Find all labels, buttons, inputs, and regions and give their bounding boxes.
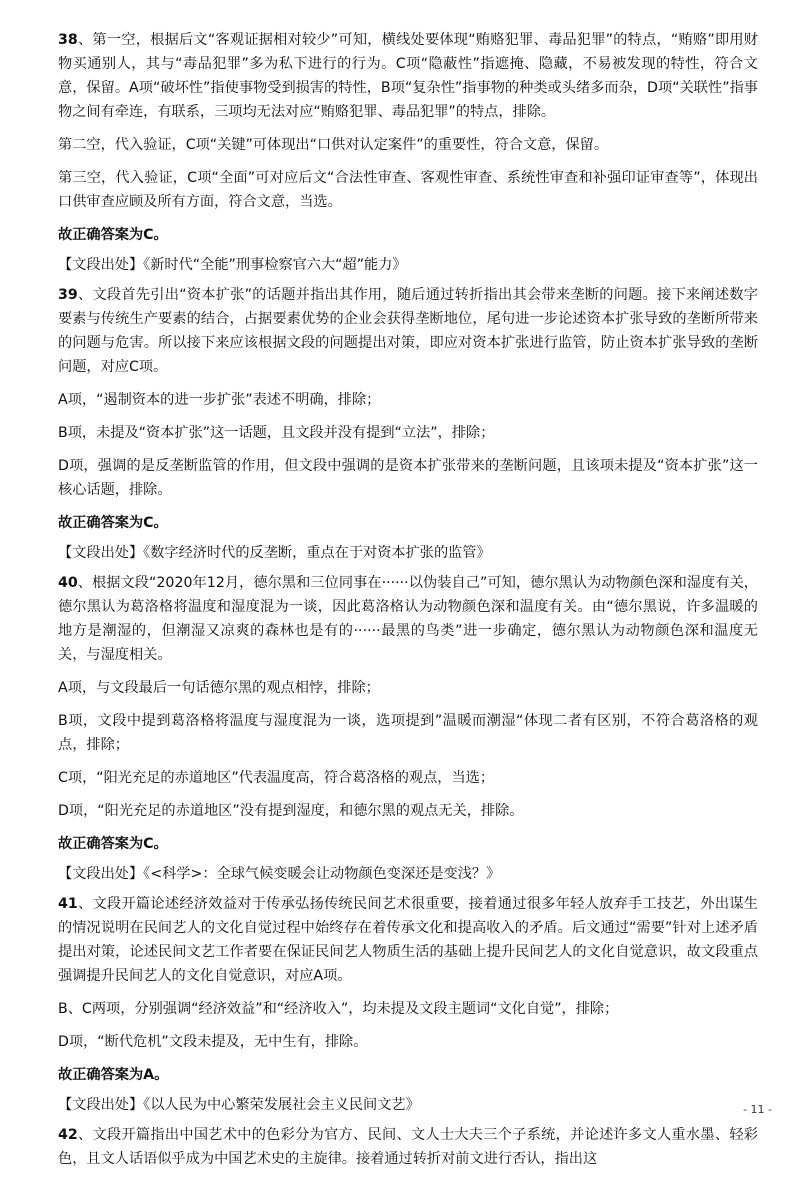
paragraph-text: 、文段开篇论述经济效益对于传承弘扬传统民间艺术很重要，接着通过很多年轻人放弃手工技艺，外出谋生的情况说明在民间艺人的文化自觉过程中始终存在着传承文化和提高收入的矛盾。后文通过“需要”针对上述矛盾提出对策，论述民间文艺工作者要在保证民间艺人物质生活的基础上提升民间艺人的文化自觉意识，故文段重点强调提升民间艺人的文化自觉意识，对应A项。 xyxy=(58,896,758,984)
paragraph-text: D项，强调的是反垄断监管的作用，但文段中强调的是资本扩张带来的垄断问题，且该项未提及“资本扩张”这一核心话题，排除。 xyxy=(58,458,758,498)
document-body xyxy=(58,28,758,1180)
paragraph xyxy=(58,388,758,412)
question-number: 42 xyxy=(58,1127,78,1143)
question-number: 38 xyxy=(58,32,78,48)
paragraph xyxy=(58,166,758,214)
answer-line xyxy=(58,832,758,856)
question-number: 40 xyxy=(58,575,78,591)
paragraph-text: A项，“遏制资本的进一步扩张”表述不明确，排除； xyxy=(58,392,381,408)
paragraph xyxy=(58,1030,758,1054)
source-line xyxy=(58,253,758,277)
answer-line xyxy=(58,1063,758,1087)
paragraph-text: D项，“阳光充足的赤道地区”没有提到湿度，和德尔黑的观点无关，排除。 xyxy=(58,803,524,819)
paragraph xyxy=(58,676,758,700)
paragraph xyxy=(58,799,758,823)
paragraph xyxy=(58,421,758,445)
paragraph xyxy=(58,892,758,988)
paragraph-text: 【文段出处】《数字经济时代的反垄断，重点在于对资本扩张的监管》 xyxy=(58,545,491,561)
paragraph xyxy=(58,1123,758,1171)
paragraph xyxy=(58,997,758,1021)
paragraph-text: 、根据文段“2020年12月，德尔黑和三位同事在······以伪装自己”可知，德尔黑认为动物颜色深和湿度有关，德尔黑认为葛洛格将温度和湿度混为一谈，因此葛洛格认为动物颜色深和温度有关。由“德尔黑说，许多温暖的地方是潮湿的，但潮湿又凉爽的森林也是有的······最黑的鸟类”进一步确定，德尔黑认为动物颜色深和温度无关，与湿度相关。 xyxy=(58,575,758,663)
question-number: 41 xyxy=(58,896,78,912)
source-line xyxy=(58,541,758,565)
source-line xyxy=(58,1093,758,1117)
source-line xyxy=(58,862,758,886)
question-number: 39 xyxy=(58,287,78,303)
paragraph-text: 故正确答案为C。 xyxy=(58,836,168,852)
page-number: - 11 - xyxy=(743,1103,772,1116)
paragraph-text: 故正确答案为C。 xyxy=(58,515,168,531)
paragraph-text: 第三空，代入验证，C项“全面”可对应后文“合法性审查、客观性审查、系统性审查和补强印证审查等”，体现出口供审查应顾及所有方面，符合文意，当选。 xyxy=(58,170,758,210)
paragraph-text: B项，未提及“资本扩张”这一话题，且文段并没有提到“立法”，排除； xyxy=(58,425,495,441)
paragraph xyxy=(58,709,758,757)
paragraph-text: 【文段出处】《<科学>：全球气候变暖会让动物颜色变深还是变浅？》 xyxy=(58,866,501,882)
paragraph-text: B项，文段中提到葛洛格将温度与湿度混为一谈，选项提到”温暖而潮湿“体现二者有区别，不符合葛洛格的观点，排除； xyxy=(58,713,758,753)
paragraph-text: D项，“断代危机”文段未提及，无中生有，排除。 xyxy=(58,1034,368,1050)
paragraph-text: 【文段出处】《以人民为中心繁荣发展社会主义民间文艺》 xyxy=(58,1097,420,1113)
paragraph-text: 故正确答案为A。 xyxy=(58,1067,169,1083)
paragraph-text: 第二空，代入验证，C项“关键”可体现出“口供对认定案件”的重要性，符合文意，保留。 xyxy=(58,137,609,153)
paragraph-text: A项，与文段最后一句话德尔黑的观点相悖，排除； xyxy=(58,680,380,696)
paragraph xyxy=(58,283,758,379)
paragraph-text: 、文段开篇指出中国艺术中的色彩分为官方、民间、文人士大夫三个子系统，并论述许多文人重水墨、轻彩色，且文人话语似乎成为中国艺术史的主旋律。接着通过转折对前文进行否认，指出这 xyxy=(58,1127,758,1167)
answer-line xyxy=(58,223,758,247)
paragraph-text: 、第一空，根据后文“客观证据相对较少”可知，横线处要体现“贿赂犯罪、毒品犯罪”的特点，“贿赂”即用财物买通别人，其与“毒品犯罪”多为私下进行的行为。C项“隐蔽性”指遮掩、隐藏，不易被发现的特性，符合文意，保留。A项“破坏性”指使事物受到损害的特性，B项“复杂性”指事物的种类或头绪多而杂，D项“关联性”指事物之间有牵连，有联系，三项均无法对应“贿赂犯罪、毒品犯罪”的特点，排除。 xyxy=(58,32,758,120)
paragraph xyxy=(58,454,758,502)
paragraph xyxy=(58,766,758,790)
paragraph-text: 【文段出处】《新时代“全能”刑事检察官六大“超”能力》 xyxy=(58,257,407,273)
paragraph xyxy=(58,28,758,124)
paragraph-text: 、文段首先引出“资本扩张”的话题并指出其作用，随后通过转折指出其会带来垄断的问题。接下来阐述数字要素与传统生产要素的结合，占据要素优势的企业会获得垄断地位，尾句进一步论述资本扩张导致的垄断所带来的问题与危害。所以接下来应该根据文段的问题提出对策，即应对资本扩张进行监管，防止资本扩张导致的垄断问题，对应C项。 xyxy=(58,287,758,375)
paragraph xyxy=(58,571,758,667)
paragraph-text: 故正确答案为C。 xyxy=(58,227,168,243)
paragraph-text: B、C两项，分别强调“经济效益”和“经济收入”，均未提及文段主题词“文化自觉”，排除； xyxy=(58,1001,619,1017)
paragraph xyxy=(58,133,758,157)
answer-line xyxy=(58,511,758,535)
paragraph-text: C项，“阳光充足的赤道地区”代表温度高，符合葛洛格的观点，当选； xyxy=(58,770,495,786)
